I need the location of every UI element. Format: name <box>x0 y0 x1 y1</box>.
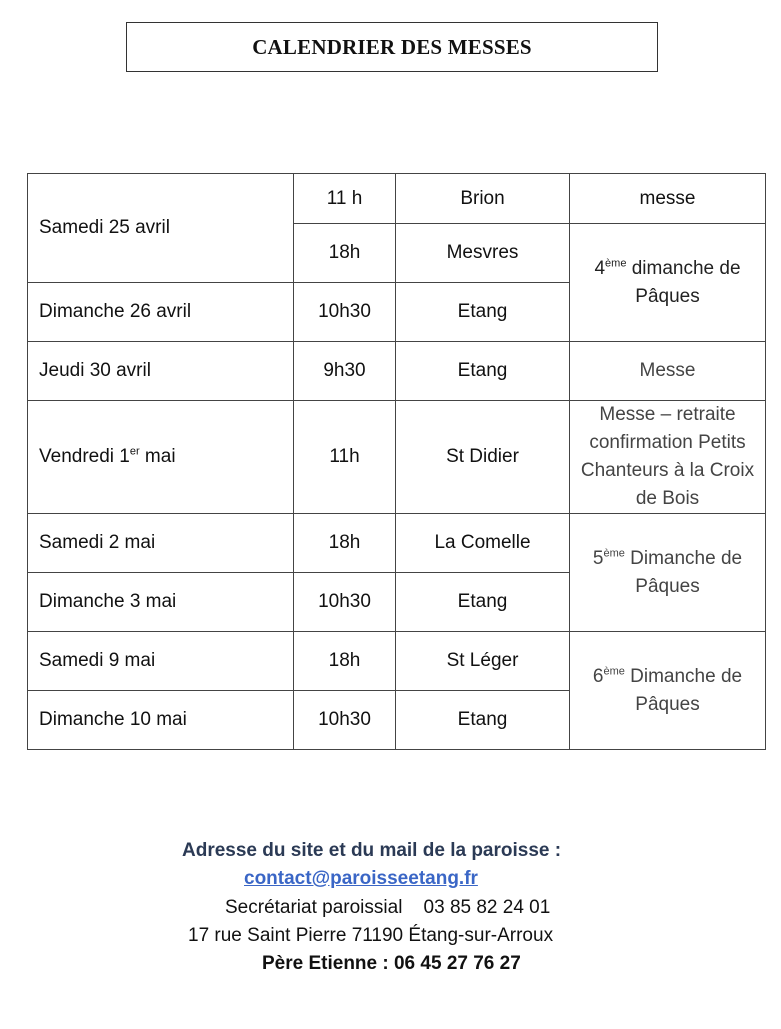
time-cell: 11h <box>294 401 396 514</box>
note-cell-retreat: Messe – retraite confirmation Petits Chanteurs à la Croix de Bois <box>570 401 766 514</box>
day-cell: Jeudi 30 avril <box>28 342 294 401</box>
street-address: 17 rue Saint Pierre 71190 Étang-sur-Arroux <box>188 925 554 946</box>
place-cell: Etang <box>396 573 570 632</box>
place-cell: Etang <box>396 691 570 750</box>
priest-phone: Père Etienne : 06 45 27 76 27 <box>262 953 521 974</box>
place-cell: Etang <box>396 283 570 342</box>
note-cell: Messe <box>570 342 766 401</box>
note-cell-4th-sunday: 4ème dimanche de Pâques <box>570 224 766 342</box>
table-row <box>28 632 766 691</box>
day-cell: Dimanche 3 mai <box>28 573 294 632</box>
time-cell: 10h30 <box>294 691 396 750</box>
time-cell: 18h <box>294 224 396 283</box>
day-cell: Dimanche 10 mai <box>28 691 294 750</box>
table-row <box>28 174 766 224</box>
table-row <box>28 401 766 514</box>
place-cell: Mesvres <box>396 224 570 283</box>
note-cell: messe <box>570 174 766 224</box>
mass-schedule-table <box>27 173 766 750</box>
page-title: CALENDRIER DES MESSES <box>252 34 532 59</box>
address-heading: Adresse du site et du mail de la paroisse : <box>182 840 562 861</box>
day-cell: Samedi 9 mai <box>28 632 294 691</box>
place-cell: Etang <box>396 342 570 401</box>
day-cell: Samedi 25 avril <box>28 174 294 283</box>
time-cell: 10h30 <box>294 573 396 632</box>
page-title-box <box>126 22 658 72</box>
table-row <box>28 514 766 573</box>
note-cell-6th-sunday: 6ème Dimanche de Pâques <box>570 632 766 750</box>
note-cell-5th-sunday: 5ème Dimanche de Pâques <box>570 514 766 632</box>
secretariat-phone: Secrétariat paroissial 03 85 82 24 01 <box>225 897 551 918</box>
time-cell: 10h30 <box>294 283 396 342</box>
day-cell: Samedi 2 mai <box>28 514 294 573</box>
day-cell: Dimanche 26 avril <box>28 283 294 342</box>
time-cell: 9h30 <box>294 342 396 401</box>
time-cell: 18h <box>294 514 396 573</box>
place-cell: La Comelle <box>396 514 570 573</box>
email-link[interactable]: contact@paroisseetang.fr <box>244 868 478 889</box>
place-cell: Brion <box>396 174 570 224</box>
place-cell: St Didier <box>396 401 570 514</box>
day-cell: Vendredi 1er mai <box>28 401 294 514</box>
time-cell: 11 h <box>294 174 396 224</box>
place-cell: St Léger <box>396 632 570 691</box>
table-row <box>28 342 766 401</box>
time-cell: 18h <box>294 632 396 691</box>
